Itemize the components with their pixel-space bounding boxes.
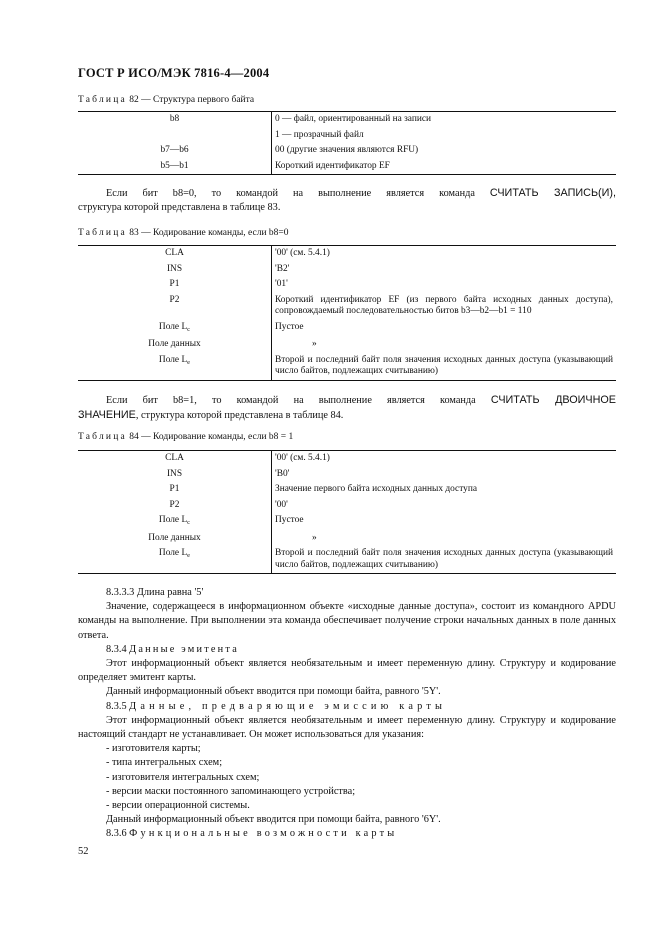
field-label: Поле L bbox=[158, 321, 188, 332]
table-cell-value: Пустое bbox=[275, 515, 304, 525]
table-cell-key: INS bbox=[78, 467, 272, 483]
table-row bbox=[78, 112, 616, 128]
field-label: Поле L bbox=[158, 515, 188, 525]
paragraph-text: Значение, содержащееся в информационном объекте «исходные данные доступа», состоит из командного APDU команды на выполнение. При выполнении эта команда обеспечивает получение строки начальных данных в поле данных ответа. bbox=[78, 601, 616, 641]
section-number: 8.3.4 bbox=[106, 643, 127, 655]
list-item: - изготовителя карты; bbox=[106, 743, 201, 755]
list-item: - версии операционной системы. bbox=[106, 800, 250, 812]
table-cell-key: Поле данных bbox=[78, 337, 272, 353]
table-cell-key: b7—b6 bbox=[78, 143, 272, 159]
table-cell-value: » bbox=[312, 339, 317, 349]
paragraph-b8-0 bbox=[78, 186, 616, 215]
table-cell-value: '00' bbox=[275, 499, 288, 510]
table-cell-key: Поле данных bbox=[78, 531, 272, 547]
section-number: 8.3.6 bbox=[106, 828, 127, 840]
table-row bbox=[78, 513, 616, 531]
table-cell-value: Короткий идентификатор EF bbox=[272, 159, 617, 175]
page-number: 52 bbox=[78, 846, 89, 857]
table-row bbox=[78, 143, 616, 159]
table-cell-value: Короткий идентификатор EF (из первого байта исходных данных доступа), сопровождаемый последовательностью битов b3—b2—b1 = 110 bbox=[275, 294, 613, 316]
table-row bbox=[78, 320, 616, 338]
table-row bbox=[78, 337, 616, 353]
table-row bbox=[78, 293, 616, 320]
table-row bbox=[78, 277, 616, 293]
table-84-caption-word: Таблица bbox=[78, 432, 127, 442]
list-item: - версии маски постоянного запоминающего устройства; bbox=[106, 785, 356, 797]
table-84-caption-text: 84 — Кодирование команды, если b8 = 1 bbox=[129, 432, 294, 442]
table-cell-value: Пустое bbox=[275, 321, 304, 332]
field-subscript: c bbox=[187, 519, 191, 526]
table-cell-key bbox=[78, 320, 272, 338]
table-cell-key: P2 bbox=[78, 293, 272, 320]
table-cell-value: Второй и последний байт поля значения исходных данных доступа (указывающий число байтов, подлежащих считыванию) bbox=[272, 546, 617, 574]
table-cell-key: CLA bbox=[78, 451, 272, 467]
table-82 bbox=[78, 111, 616, 175]
section-heading-8-3-3-3: 8.3.3.3 Длина равна '5' bbox=[106, 587, 204, 598]
list-item: - типа интегральных схем; bbox=[106, 757, 223, 769]
table-row bbox=[78, 246, 616, 262]
table-cell-value: 1 — прозрачный файл bbox=[275, 129, 364, 140]
table-cell-value: 'B0' bbox=[275, 468, 290, 479]
field-subscript: c bbox=[187, 325, 191, 333]
table-cell-value: Второй и последний байт поля значения исходных данных доступа (указывающий число байтов, подлежащих считыванию) bbox=[272, 353, 617, 381]
table-row bbox=[78, 353, 616, 381]
table-83-caption-word: Таблица bbox=[78, 228, 127, 238]
table-82-caption-word: Таблица bbox=[78, 95, 127, 105]
table-cell-value: » bbox=[312, 532, 317, 543]
section-title: Данные эмитента bbox=[129, 643, 239, 655]
section-number: 8.3.5 bbox=[106, 700, 127, 712]
table-row bbox=[78, 546, 616, 574]
list-item: - изготовителя интегральных схем; bbox=[106, 771, 260, 783]
table-83-caption-text: 83 — Кодирование команды, если b8=0 bbox=[129, 228, 289, 238]
table-cell-value: 0 — файл, ориентированный на записи bbox=[272, 112, 617, 128]
paragraph-text: Этот информационный объект является необязательным и имеет переменную длину. Структуру и кодирование настоящий стандарт не устанавливает. Он может использоваться для указания: bbox=[78, 714, 616, 741]
table-cell-key: CLA bbox=[78, 246, 272, 262]
table-row bbox=[78, 159, 616, 175]
paragraph-text: Данный информационный объект вводится при помощи байта, равного '5Y'. bbox=[106, 686, 441, 698]
table-82-caption bbox=[78, 95, 254, 105]
table-cell-value: 00 (другие значения являются RFU) bbox=[275, 145, 419, 155]
paragraph-text: , структура которой представлена в таблице 84. bbox=[135, 410, 344, 422]
paragraph-text: Этот информационный объект является необязательным и имеет переменную длину. Структуру и кодирование определяет эмитент карты. bbox=[78, 658, 616, 684]
table-83 bbox=[78, 245, 616, 381]
table-84-caption bbox=[78, 432, 293, 442]
paragraph-text: Если бит b8=0, то командой на выполнение является команда bbox=[106, 188, 475, 199]
table-cell-key bbox=[78, 513, 272, 531]
table-row bbox=[78, 498, 616, 514]
paragraph-text: Если бит b8=1, то командой на выполнение является команда bbox=[106, 395, 476, 406]
section-heading-8-3-4 bbox=[78, 643, 616, 657]
table-row bbox=[78, 482, 616, 498]
field-subscript: e bbox=[187, 358, 191, 366]
table-row bbox=[78, 262, 616, 278]
table-cell-value: '01' bbox=[275, 279, 288, 289]
table-cell-key: P2 bbox=[78, 498, 272, 514]
paragraph-text: Данный информационный объект вводится при помощи байта, равного '6Y'. bbox=[106, 814, 441, 826]
command-name: СЧИТАТЬ ЗАПИСЬ(И), bbox=[489, 187, 616, 199]
command-name: СЧИТАТЬ ДВОИЧНОЕ bbox=[490, 394, 616, 406]
table-cell-key bbox=[78, 353, 272, 381]
table-cell-key: b5—b1 bbox=[78, 159, 272, 175]
table-82-caption-text: 82 — Структура первого байта bbox=[129, 95, 255, 105]
table-cell-value: 'B2' bbox=[275, 263, 290, 274]
table-cell-key bbox=[78, 128, 272, 144]
table-83-caption bbox=[78, 228, 289, 238]
table-row bbox=[78, 451, 616, 467]
table-cell-key: P1 bbox=[78, 482, 272, 498]
table-cell-key: INS bbox=[78, 262, 272, 278]
table-cell-key: b8 bbox=[78, 112, 272, 128]
body-text bbox=[78, 586, 616, 842]
field-label: Поле L bbox=[158, 354, 188, 365]
table-cell-value: '00' (см. 5.4.1) bbox=[272, 246, 617, 262]
table-row bbox=[78, 467, 616, 483]
paragraph-text: структура которой представлена в таблице 83. bbox=[78, 202, 281, 214]
section-title: Функциональные возможности карты bbox=[129, 828, 398, 840]
section-heading-8-3-5 bbox=[78, 700, 616, 714]
table-row bbox=[78, 128, 616, 144]
table-cell-value: '00' (см. 5.4.1) bbox=[272, 451, 617, 467]
table-cell-key: P1 bbox=[78, 277, 272, 293]
table-cell-value: Значение первого байта исходных данных доступа bbox=[275, 484, 478, 494]
section-heading-8-3-6 bbox=[78, 827, 616, 841]
field-label: Поле L bbox=[158, 548, 188, 558]
paragraph-b8-1 bbox=[78, 393, 616, 423]
table-cell-key bbox=[78, 546, 272, 574]
table-row bbox=[78, 531, 616, 547]
field-subscript: e bbox=[187, 552, 191, 559]
command-name: ЗНАЧЕНИЕ bbox=[78, 409, 136, 422]
table-84 bbox=[78, 450, 616, 574]
section-title: Данные, предваряющие эмиссию карты bbox=[129, 700, 447, 712]
document-header: ГОСТ Р ИСО/МЭК 7816-4—2004 bbox=[78, 66, 270, 80]
